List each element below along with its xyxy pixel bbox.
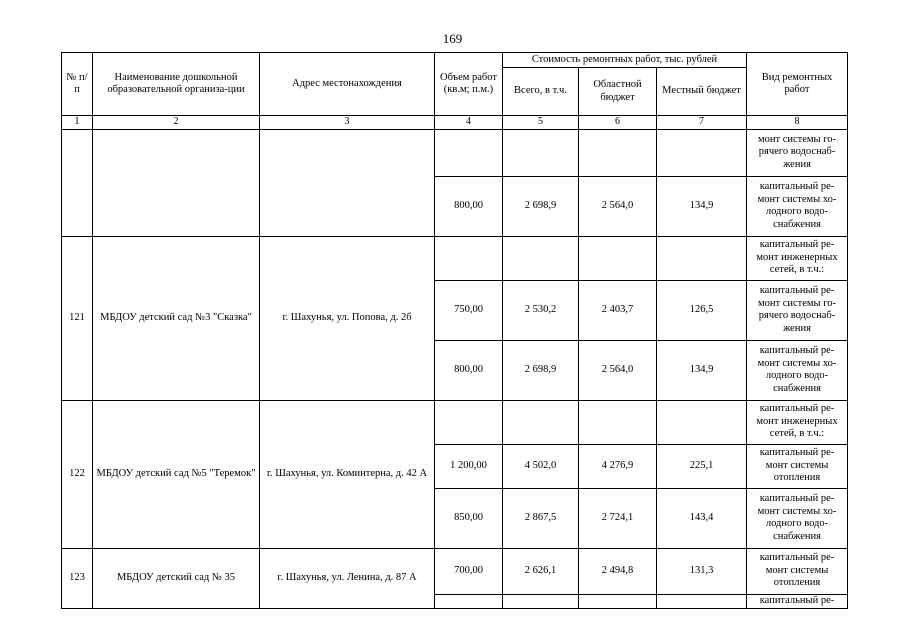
table-row: [62, 548, 848, 594]
cost-total: 2 698,9: [503, 340, 579, 400]
cost-local: [657, 129, 747, 176]
cost-local: 143,4: [657, 488, 747, 548]
repair-kind: капитальный ре-монт системы хо-лодного водо-снабжения: [747, 340, 848, 400]
institution-address: г. Шахунья, ул. Попова, д. 2б: [260, 236, 435, 400]
repair-kind: капитальный ре-: [747, 594, 848, 608]
work-volume: [435, 594, 503, 608]
table-row: [62, 236, 848, 280]
work-volume: 1 200,00: [435, 444, 503, 488]
header-name: Наименование дошкольной образовательной организа-ции: [93, 53, 260, 116]
cost-total: 2 698,9: [503, 176, 579, 236]
repair-kind: капитальный ре-монт инженерных сетей, в т.ч.:: [747, 400, 848, 444]
cost-local: [657, 236, 747, 280]
header-total: Всего, в т.ч.: [503, 68, 579, 116]
header-regional: Областной бюджет: [579, 68, 657, 116]
cost-total: [503, 400, 579, 444]
institution-name: МБДОУ детский сад №3 "Сказка": [93, 236, 260, 400]
header-kind: Вид ремонтных работ: [747, 53, 848, 116]
page-number: 169: [442, 31, 463, 46]
repair-kind: монт системы го-рячего водоснаб-жения: [747, 129, 848, 176]
work-volume: 850,00: [435, 488, 503, 548]
cost-total: 2 867,5: [503, 488, 579, 548]
work-volume: 700,00: [435, 548, 503, 594]
header-local: Местный бюджет: [657, 68, 747, 116]
work-volume: [435, 400, 503, 444]
work-volume: 750,00: [435, 280, 503, 340]
cost-regional: 2 564,0: [579, 176, 657, 236]
cost-regional: [579, 594, 657, 608]
column-number: 1: [62, 116, 93, 130]
cost-regional: [579, 129, 657, 176]
header-address: Адрес местонахождения: [260, 53, 435, 116]
cost-regional: 2 494,8: [579, 548, 657, 594]
row-number: [62, 129, 93, 236]
table-row: [62, 400, 848, 444]
cost-local: [657, 594, 747, 608]
cost-total: [503, 236, 579, 280]
column-number-row: [62, 116, 848, 130]
header-num: № п/п: [62, 53, 93, 116]
work-volume: [435, 129, 503, 176]
institution-address: г. Шахунья, ул. Коминтерна, д. 42 А: [260, 400, 435, 548]
column-number: 6: [579, 116, 657, 130]
cost-local: 134,9: [657, 176, 747, 236]
header-cost-group: Стоимость ремонтных работ, тыс. рублей: [503, 53, 747, 68]
cost-local: 126,5: [657, 280, 747, 340]
cost-regional: [579, 400, 657, 444]
repair-kind: капитальный ре-монт инженерных сетей, в т.ч.:: [747, 236, 848, 280]
header-row-top: [62, 53, 848, 68]
cost-total: 2 530,2: [503, 280, 579, 340]
cost-total: [503, 594, 579, 608]
cost-regional: 2 564,0: [579, 340, 657, 400]
cost-total: 4 502,0: [503, 444, 579, 488]
repair-kind: капитальный ре-монт системы хо-лодного водо-снабжения: [747, 176, 848, 236]
institution-name: [93, 129, 260, 236]
repair-kind: капитальный ре-монт системы отопления: [747, 444, 848, 488]
row-number: 122: [62, 400, 93, 548]
column-number: 8: [747, 116, 848, 130]
row-number: 121: [62, 236, 93, 400]
cost-total: 2 626,1: [503, 548, 579, 594]
repair-kind: капитальный ре-монт системы хо-лодного водо-снабжения: [747, 488, 848, 548]
cost-regional: 2 724,1: [579, 488, 657, 548]
institution-name: МБДОУ детский сад №5 "Теремок": [93, 400, 260, 548]
cost-local: 134,9: [657, 340, 747, 400]
cost-local: 225,1: [657, 444, 747, 488]
cost-regional: 2 403,7: [579, 280, 657, 340]
cost-regional: [579, 236, 657, 280]
column-number: 2: [93, 116, 260, 130]
column-number: 4: [435, 116, 503, 130]
column-number: 7: [657, 116, 747, 130]
institution-address: г. Шахунья, ул. Ленина, д. 87 А: [260, 548, 435, 608]
cost-local: 131,3: [657, 548, 747, 594]
row-number: 123: [62, 548, 93, 608]
cost-local: [657, 400, 747, 444]
column-number: 5: [503, 116, 579, 130]
work-volume: [435, 236, 503, 280]
header-volume: Объем работ (кв.м; п.м.): [435, 53, 503, 116]
column-number: 3: [260, 116, 435, 130]
work-volume: 800,00: [435, 176, 503, 236]
institution-address: [260, 129, 435, 236]
repair-kind: капитальный ре-монт системы отопления: [747, 548, 848, 594]
institution-name: МБДОУ детский сад № 35: [93, 548, 260, 608]
work-volume: 800,00: [435, 340, 503, 400]
repair-kind: капитальный ре-монт системы го-рячего водоснаб-жения: [747, 280, 848, 340]
repair-works-table: [61, 52, 848, 609]
table-row: [62, 129, 848, 176]
cost-regional: 4 276,9: [579, 444, 657, 488]
cost-total: [503, 129, 579, 176]
